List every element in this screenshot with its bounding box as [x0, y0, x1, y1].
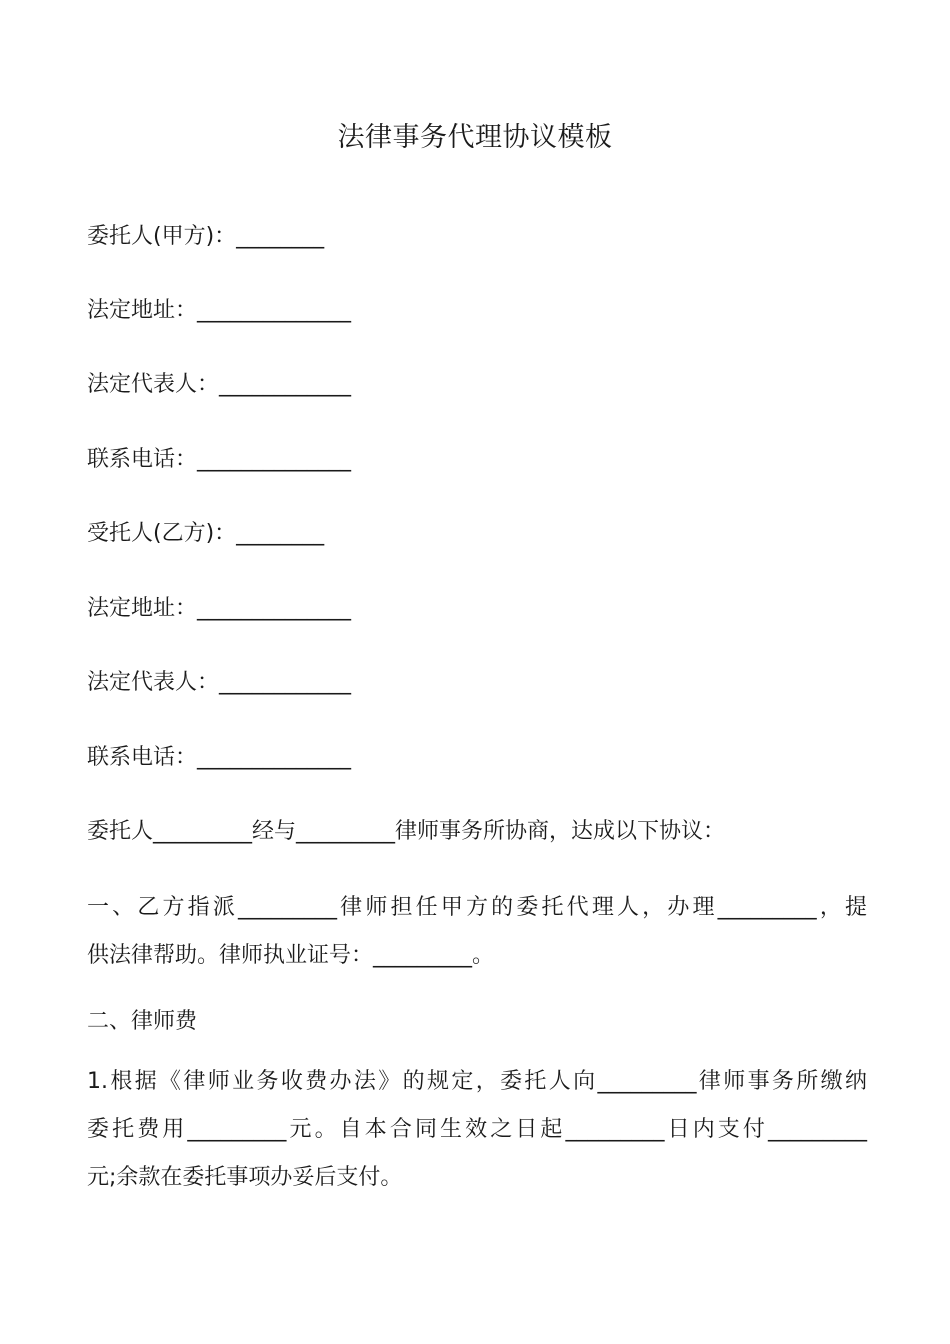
field-agent-party-b: 受托人(乙方)：________: [87, 521, 325, 546]
field-client-representative: 法定代表人：____________: [87, 372, 352, 397]
clause-1-line-1: 一、乙方指派_________律师担任甲方的委托代理人，办理_________，提: [87, 895, 867, 920]
clause-2-1-line-1: 1.根据《律师业务收费办法》的规定，委托人向_________律师事务所缴纳: [87, 1069, 867, 1094]
field-client-party-a: 委托人(甲方)：________: [87, 224, 325, 249]
agreement-intro: 委托人_________经与_________律师事务所协商，达成以下协议：: [87, 819, 726, 844]
field-agent-representative: 法定代表人：____________: [87, 670, 352, 695]
field-agent-address: 法定地址：______________: [87, 596, 352, 621]
field-client-phone: 联系电话：______________: [87, 447, 352, 472]
field-client-address: 法定地址：______________: [87, 298, 352, 323]
section-2-heading: 二、律师费: [87, 1009, 198, 1034]
clause-2-1-line-3: 元;余款在委托事项办妥后支付。: [87, 1165, 403, 1190]
clause-2-1: [87, 1058, 867, 1202]
document-title: 法律事务代理协议模板: [337, 122, 613, 153]
clause-2-1-line-2: 委托费用_________元。自本合同生效之日起_________日内支付_________: [87, 1117, 867, 1142]
clause-1: [87, 884, 867, 980]
clause-1-line-2: 供法律帮助。律师执业证号：_________。: [87, 943, 495, 968]
field-agent-phone: 联系电话：______________: [87, 745, 352, 770]
